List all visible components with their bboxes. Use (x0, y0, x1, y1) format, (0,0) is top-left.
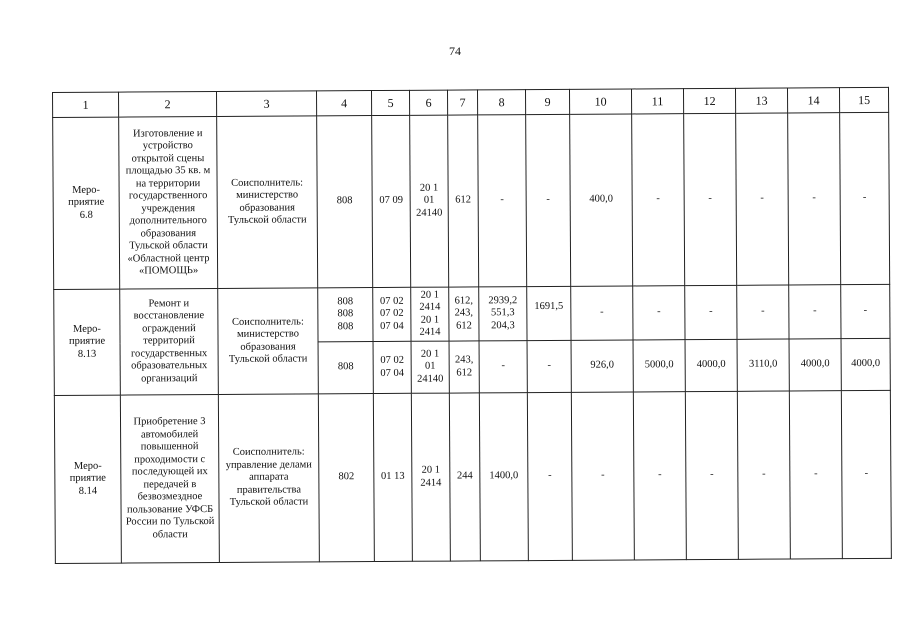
cell-c7: 612, 243, 612 (449, 287, 479, 341)
cell-c15: - (841, 390, 891, 558)
cell-c10: 400,0 (570, 114, 633, 286)
cell-c8: 2939,2 551,3 204,3 (479, 287, 527, 341)
cell-c14: 4000,0 (789, 339, 841, 391)
cell-c14: - (789, 391, 842, 559)
column-header: 1 (53, 92, 119, 117)
cell-c12: - (685, 391, 738, 559)
cell-c4: 808 808 808 (318, 288, 373, 342)
cell-c6: 20 1 2414 20 1 2414 (411, 287, 449, 341)
cell-c11: - (632, 114, 685, 286)
description-cell: Приобретение 3 автомобилей повышенной проходимости с последующей их передачей в безвозмездное пользование УФСБ России по Тульской области (120, 394, 219, 563)
cell-c10: - (571, 392, 634, 560)
cell-c15: - (840, 112, 890, 284)
table-row (54, 284, 890, 343)
column-header: 6 (409, 90, 447, 115)
column-header: 15 (839, 87, 888, 112)
column-header: 14 (787, 88, 839, 113)
cell-c13: 3110,0 (737, 339, 789, 391)
measure-cell: Меро- приятие 6.8 (53, 117, 120, 289)
cell-c11: 5000,0 (633, 340, 685, 392)
description-cell: Ремонт и восстановление ограждений территорий государственных образовательных организаций (120, 288, 219, 395)
cell-c4: 808 (318, 342, 373, 394)
column-header: 3 (216, 91, 316, 117)
cell-c11: - (633, 286, 685, 340)
cell-c9: - (526, 114, 571, 286)
cell-c15: - (841, 284, 890, 338)
cell-c8: 1400,0 (479, 393, 528, 561)
column-header: 8 (477, 90, 525, 115)
cell-c9: - (527, 340, 571, 392)
page-number: 74 (449, 44, 461, 58)
cell-c10: - (571, 286, 633, 340)
column-header: 7 (447, 90, 477, 115)
description-cell: Изготовление и устройство открытой сцены площадью 35 кв. м на территории государственного учреждения дополнительного образования Тульской области «Областной центр «ПОМОЩЬ» (119, 116, 218, 289)
cell-c5: 07 02 07 04 (373, 341, 411, 393)
cell-c13: - (736, 113, 789, 285)
cell-c11: - (633, 392, 686, 560)
cell-c9: - (527, 392, 572, 560)
cell-c14: - (788, 113, 841, 285)
column-header: 12 (683, 88, 735, 113)
cell-c5: 01 13 (373, 393, 412, 561)
column-header: 4 (316, 91, 371, 116)
cell-c12: - (684, 113, 737, 285)
cell-c8: - (478, 115, 527, 287)
cell-c10: 926,0 (571, 340, 633, 392)
cell-c5: 07 09 (372, 115, 411, 287)
cell-c13: - (737, 285, 789, 339)
column-header: 10 (569, 89, 631, 114)
cell-c6: 20 1 2414 (411, 393, 450, 561)
cell-c5: 07 02 07 02 07 04 (373, 287, 411, 341)
column-header: 2 (119, 91, 217, 117)
budget-table (52, 87, 892, 564)
cell-c15: 4000,0 (841, 338, 890, 390)
cell-c7: 244 (449, 393, 480, 561)
cell-c13: - (737, 391, 790, 559)
cell-c6: 20 1 01 24140 (410, 115, 449, 287)
cell-c8: - (479, 341, 527, 393)
column-header: 13 (735, 88, 787, 113)
cell-c14: - (789, 285, 841, 339)
cell-c6: 20 1 01 24140 (411, 341, 449, 393)
column-header: 11 (631, 89, 683, 114)
column-header: 9 (525, 89, 569, 114)
cell-c12: 4000,0 (685, 339, 737, 391)
column-header: 5 (371, 90, 409, 115)
executor-cell: Соисполнитель: управление делами аппарата правительства Тульской области (218, 394, 319, 563)
table-row (53, 112, 890, 289)
cell-c7: 612 (448, 115, 479, 287)
cell-c4: 802 (318, 394, 374, 562)
measure-cell: Меро- приятие 8.13 (54, 289, 121, 395)
measure-cell: Меро- приятие 8.14 (54, 395, 121, 563)
cell-c9: 1691,5 (527, 286, 571, 340)
cell-c4: 808 (317, 116, 373, 288)
table-row (54, 390, 891, 563)
executor-cell: Соисполнитель: министерство образования Тульской области (217, 116, 318, 289)
cell-c7: 243, 612 (449, 341, 479, 393)
cell-c12: - (685, 285, 737, 339)
executor-cell: Соисполнитель: министерство образования Тульской области (218, 288, 319, 395)
